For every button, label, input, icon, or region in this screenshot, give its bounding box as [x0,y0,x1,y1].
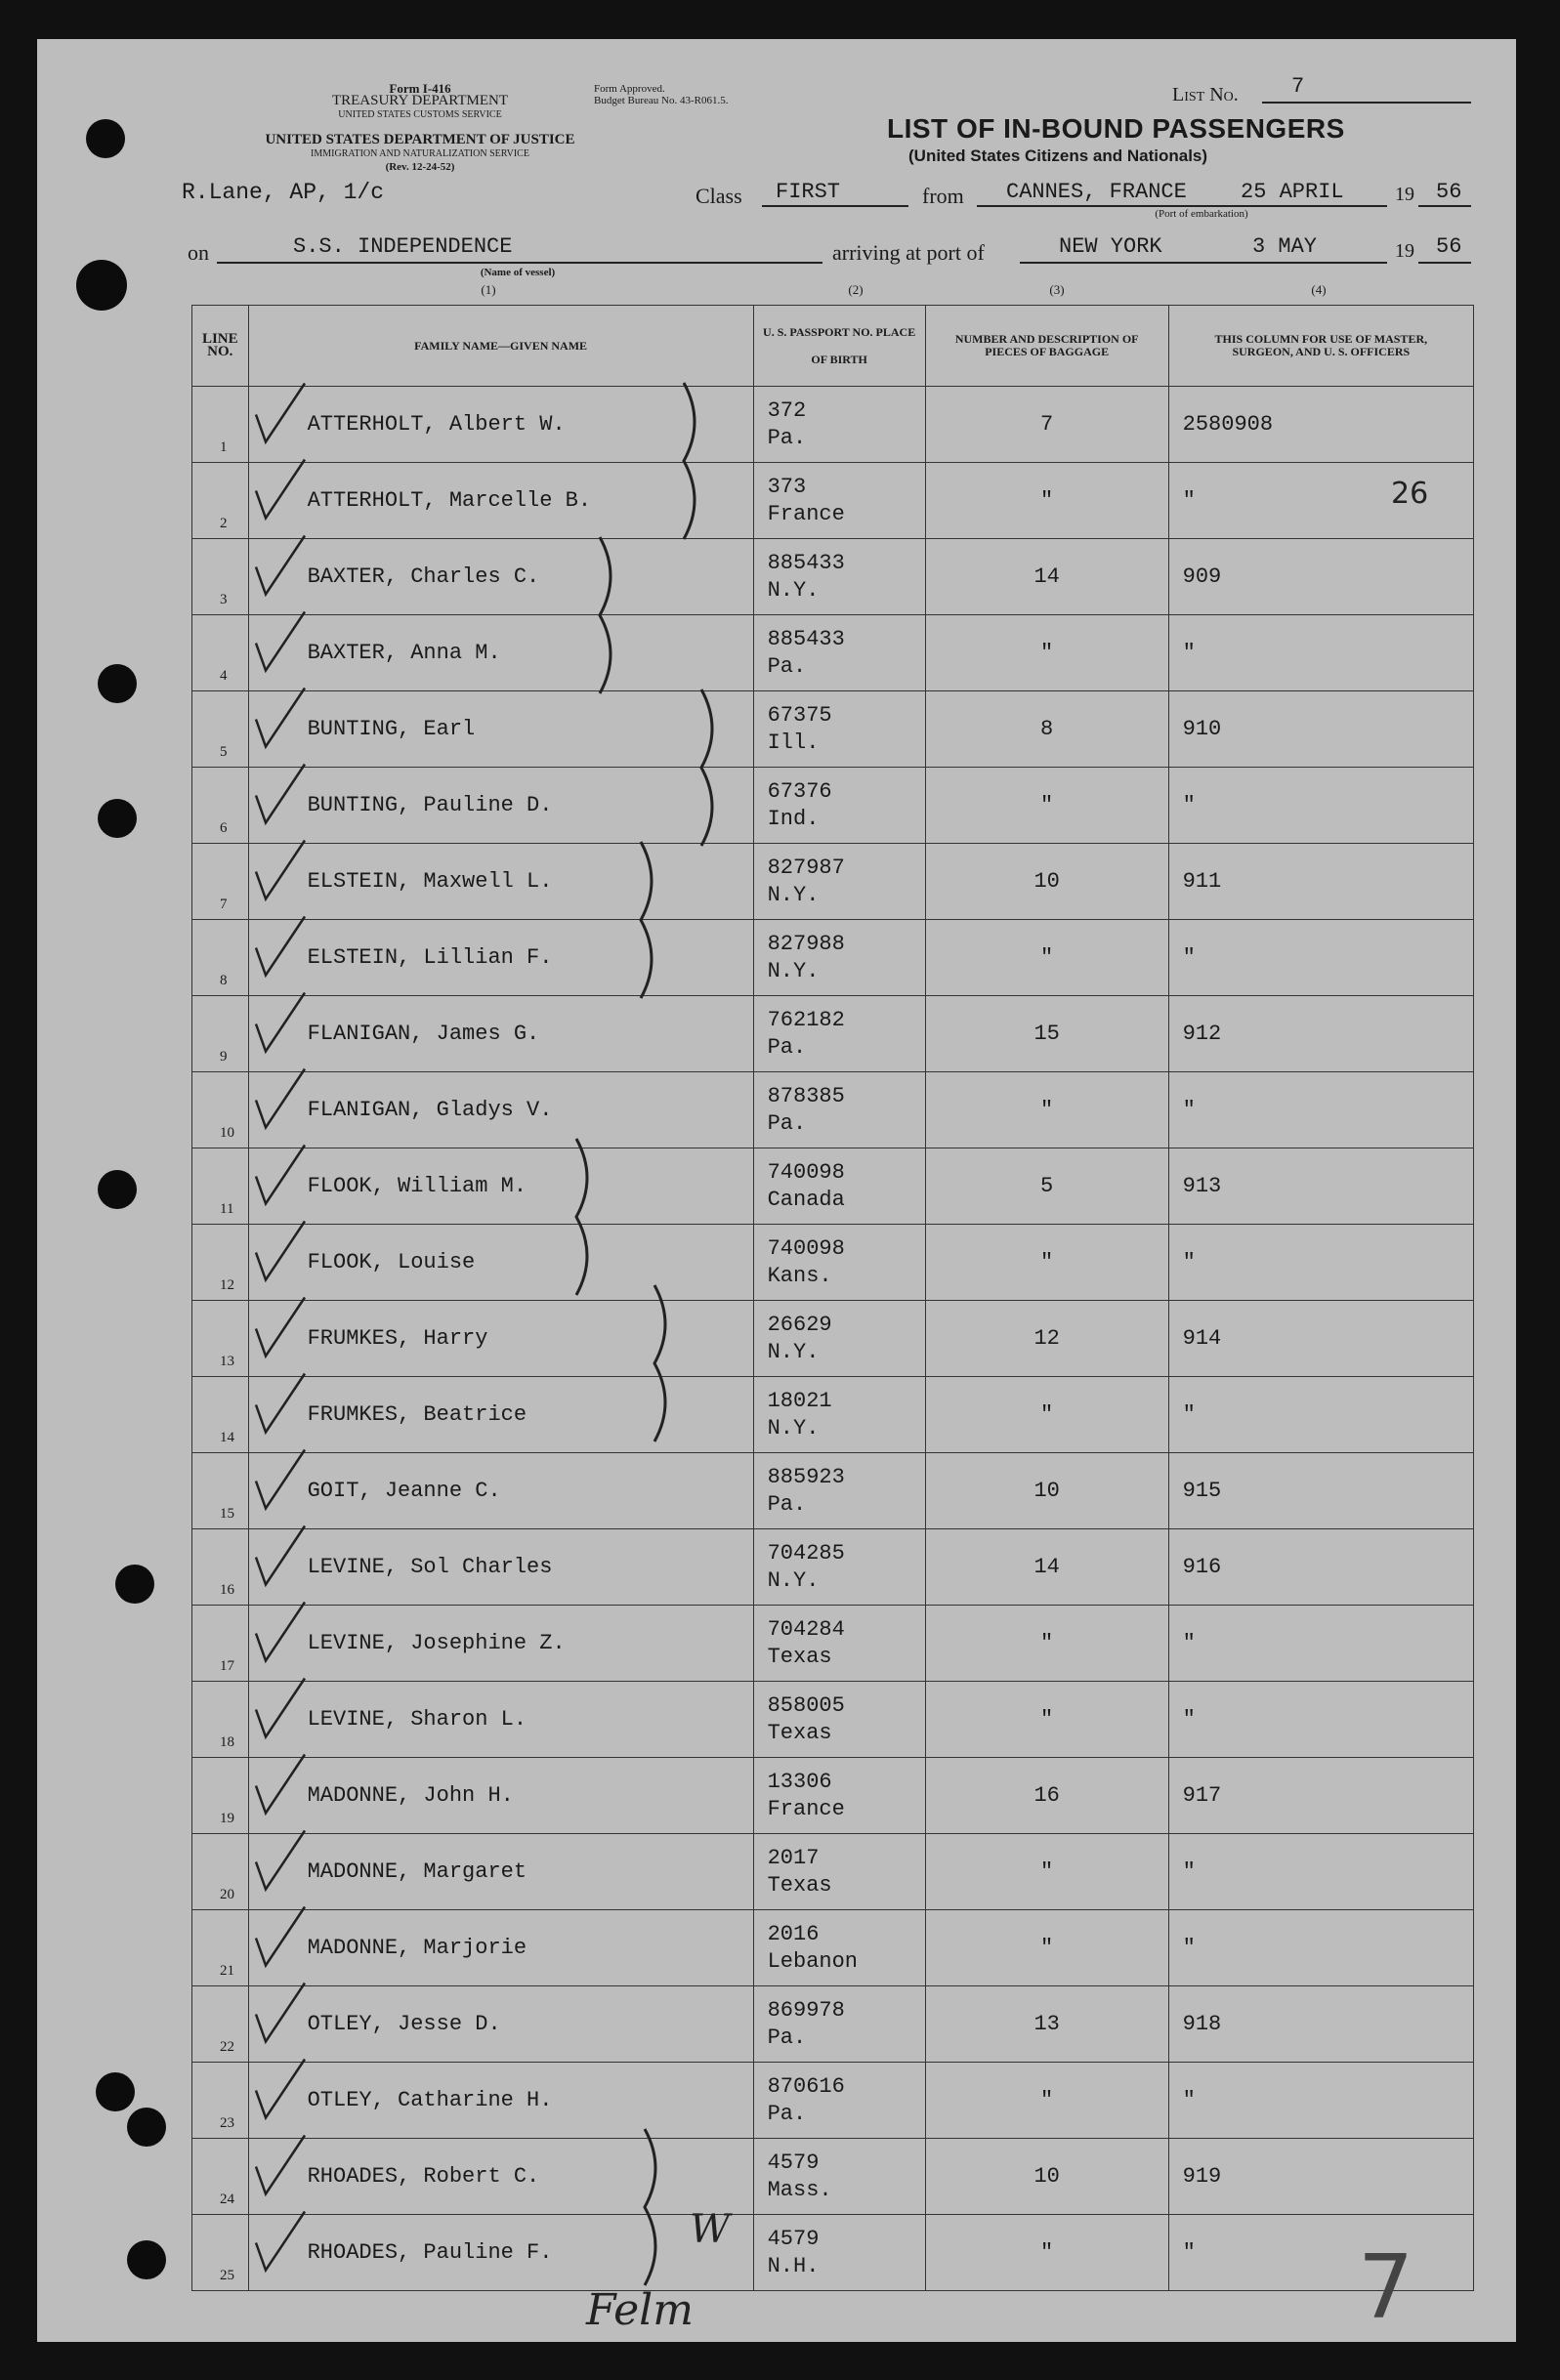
line-number: 22 [192,1986,249,2063]
line-number: 16 [192,1529,249,1606]
check-mark [256,1374,305,1433]
col-num-1: (1) [481,282,496,297]
place-of-birth: France [767,1796,845,1821]
passenger-name: FRUMKES, Beatrice [248,1377,753,1453]
arrival-date: 3 MAY [1252,234,1318,259]
baggage-count: " [925,920,1168,996]
vessel-caption: (Name of vessel) [480,267,556,278]
passport-number: 2017 [767,1845,820,1870]
baggage-count: 16 [925,1758,1168,1834]
baggage-count: " [925,1834,1168,1910]
check-mark [256,841,305,899]
officer-number: 917 [1168,1758,1473,1834]
officer-number: " [1168,768,1473,844]
check-mark [256,1450,305,1509]
line-number: 14 [192,1377,249,1453]
bracket-mark [684,383,695,539]
passport-number: 26629 [767,1312,832,1337]
passenger-name: GOIT, Jeanne C. [248,1453,753,1529]
officer-number: " [1168,1834,1473,1910]
passport-number: 878385 [767,1083,845,1108]
place-of-birth: N.Y. [767,958,820,983]
officer-number: " [1168,920,1473,996]
line-number: 25 [192,2215,249,2291]
check-mark [256,993,305,1052]
passenger-name: FLOOK, Louise [248,1225,753,1301]
line-number: 3 [192,539,249,615]
check-mark [256,917,305,976]
place-of-birth: Texas [767,1720,832,1745]
passenger-name: RHOADES, Pauline F. [248,2215,753,2291]
place-of-birth: Pa. [767,425,807,450]
passenger-name: MADONNE, Marjorie [248,1910,753,1986]
list-no-label: List No. [1172,84,1239,105]
handwritten-signature: Felm [586,2285,694,2335]
margin-number: 26 [1391,477,1429,511]
passenger-name: LEVINE, Josephine Z. [248,1606,753,1682]
baggage-count: 5 [925,1148,1168,1225]
line-number: 9 [192,996,249,1072]
baggage-count: " [925,1377,1168,1453]
line-number: 17 [192,1606,249,1682]
baggage-count: 10 [925,2139,1168,2215]
customs-service: UNITED STATES CUSTOMS SERVICE [338,109,502,120]
officer-number: " [1168,2063,1473,2139]
passenger-name: BAXTER, Anna M. [248,615,753,691]
check-mark [256,1298,305,1357]
passport-number: 704284 [767,1616,845,1642]
check-mark [256,2060,305,2118]
place-of-birth: N.Y. [767,1415,820,1441]
baggage-count: 14 [925,1529,1168,1606]
passenger-name: BAXTER, Charles C. [248,539,753,615]
passport-number: 18021 [767,1388,832,1413]
col-header-name: FAMILY NAME—GIVEN NAME [248,306,753,387]
budget-bureau: Budget Bureau No. 43-R061.5. [594,95,729,106]
passport-number: 869978 [767,1997,845,2023]
passenger-name: LEVINE, Sol Charles [248,1529,753,1606]
place-of-birth: Pa. [767,1491,807,1517]
line-number: 4 [192,615,249,691]
place-of-birth: Ill. [767,730,820,755]
check-mark [256,460,305,519]
check-mark [256,1603,305,1661]
line-number: 6 [192,768,249,844]
check-mark [256,1679,305,1737]
officer-number: 909 [1168,539,1473,615]
baggage-count: " [925,1606,1168,1682]
place-of-birth: France [767,501,845,526]
passport-number: 67375 [767,702,832,728]
officer-number: 914 [1168,1301,1473,1377]
passenger-name: OTLEY, Catharine H. [248,2063,753,2139]
baggage-count: 15 [925,996,1168,1072]
col-header-line-no: LINE NO. [192,306,249,387]
place-of-birth: Kans. [767,1263,832,1288]
form-number: Form I-416 [389,81,451,96]
passport-number: 885923 [767,1464,845,1489]
check-mark [256,2212,305,2271]
passport-number: 858005 [767,1692,845,1718]
col-num-3: (3) [1049,282,1065,297]
bracket-mark [654,1285,665,1441]
passport-number: 885433 [767,626,845,651]
officer-number: 918 [1168,1986,1473,2063]
place-of-birth: Ind. [767,806,820,831]
check-mark [256,1755,305,1814]
check-mark [256,1069,305,1128]
col-num-2: (2) [848,282,864,297]
document-title: LIST OF IN-BOUND PASSENGERS [887,113,1345,144]
line-number: 10 [192,1072,249,1148]
bracket-mark [645,2129,655,2285]
passport-number: 704285 [767,1540,845,1566]
line-number: 23 [192,2063,249,2139]
passenger-name: MADONNE, John H. [248,1758,753,1834]
passport-number: 67376 [767,778,832,804]
check-mark [256,1983,305,2042]
check-mark [256,1526,305,1585]
passenger-name: BUNTING, Pauline D. [248,768,753,844]
place-of-birth: Canada [767,1187,845,1212]
baggage-count: " [925,2215,1168,2291]
officer-number: " [1168,615,1473,691]
line-number: 21 [192,1910,249,1986]
bracket-mark [641,842,652,998]
passport-number: 885433 [767,550,845,575]
line-number: 18 [192,1682,249,1758]
baggage-count: " [925,1225,1168,1301]
passport-number: 740098 [767,1159,845,1185]
bracket-mark [701,689,712,846]
revision-date: (Rev. 12-24-52) [385,161,455,173]
place-of-birth: Pa. [767,653,807,679]
baggage-count: 8 [925,691,1168,768]
place-of-birth: Mass. [767,2177,832,2202]
line-number: 11 [192,1148,249,1225]
baggage-count: 10 [925,1453,1168,1529]
baggage-count: " [925,615,1168,691]
justice-dept: UNITED STATES DEPARTMENT OF JUSTICE [265,132,575,147]
officer-initials: R.Lane, AP, 1/c [182,180,385,205]
embark-year: 56 [1436,180,1462,204]
class-value: FIRST [776,180,841,204]
passenger-name: BUNTING, Earl [248,691,753,768]
embark-date: 25 APRIL [1241,180,1344,204]
passenger-name: ATTERHOLT, Marcelle B. [248,463,753,539]
vessel-name: S.S. INDEPENDENCE [293,234,513,259]
check-mark [256,765,305,823]
line-number: 15 [192,1453,249,1529]
line-number: 7 [192,844,249,920]
line-number: 8 [192,920,249,996]
passport-number: 740098 [767,1235,845,1261]
check-mark [256,689,305,747]
baggage-count: " [925,768,1168,844]
line-number: 13 [192,1301,249,1377]
passenger-name: ATTERHOLT, Albert W. [248,387,753,463]
place-of-birth: Pa. [767,2101,807,2126]
officer-number: " [1168,1682,1473,1758]
line-number: 19 [192,1758,249,1834]
place-of-birth: Texas [767,1872,832,1898]
check-mark [256,2136,305,2194]
passenger-name: MADONNE, Margaret [248,1834,753,1910]
place-of-birth: N.Y. [767,577,820,603]
officer-number: 911 [1168,844,1473,920]
place-of-birth: N.Y. [767,1567,820,1593]
line-number: 12 [192,1225,249,1301]
passenger-name: RHOADES, Robert C. [248,2139,753,2215]
passenger-name: LEVINE, Sharon L. [248,1682,753,1758]
place-of-birth: N.H. [767,2253,820,2278]
officer-number: " [1168,1910,1473,1986]
class-label: Class [696,184,742,208]
passport-number: 870616 [767,2073,845,2099]
passport-number: 4579 [767,2226,820,2251]
passport-number: 13306 [767,1769,832,1794]
passport-number: 4579 [767,2150,820,2175]
officer-number: 913 [1168,1148,1473,1225]
line-number: 24 [192,2139,249,2215]
from-label: from [922,184,964,208]
place-of-birth: N.Y. [767,882,820,907]
passenger-name: OTLEY, Jesse D. [248,1986,753,2063]
place-of-birth: Pa. [767,1034,807,1060]
place-of-birth: Lebanon [767,1948,859,1974]
officer-number: " [1168,1377,1473,1453]
officer-number: " [1168,2215,1473,2291]
officer-number: 910 [1168,691,1473,768]
baggage-count: " [925,1910,1168,1986]
baggage-count: " [925,463,1168,539]
line-number: 2 [192,463,249,539]
baggage-count: 12 [925,1301,1168,1377]
col-num-4: (4) [1311,282,1327,297]
passenger-name: ELSTEIN, Lillian F. [248,920,753,996]
line-number: 20 [192,1834,249,1910]
check-mark [256,536,305,595]
on-label: on [188,240,209,265]
officer-number: " [1168,463,1473,539]
baggage-count: 13 [925,1986,1168,2063]
immigration-service: IMMIGRATION AND NATURALIZATION SERVICE [311,148,529,159]
line-number: 1 [192,387,249,463]
passport-number: 827988 [767,931,845,956]
line-number: 5 [192,691,249,768]
arrival-year-prefix: 19 [1395,240,1414,262]
col-header-baggage: NUMBER AND DESCRIPTION OF PIECES OF BAGGAGE [925,306,1168,387]
passenger-name: FLANIGAN, James G. [248,996,753,1072]
passport-number: 372 [767,397,807,423]
baggage-count: " [925,1072,1168,1148]
officer-number: " [1168,1072,1473,1148]
baggage-count: 14 [925,539,1168,615]
place-of-birth: Texas [767,1644,832,1669]
handwritten-initial: W [690,2207,731,2252]
place-of-birth: N.Y. [767,1339,820,1364]
baggage-count: " [925,2063,1168,2139]
baggage-count: " [925,1682,1168,1758]
passenger-name: ELSTEIN, Maxwell L. [248,844,753,920]
check-mark [256,1146,305,1204]
arrival-port: NEW YORK [1059,234,1162,259]
passenger-name: FLANIGAN, Gladys V. [248,1072,753,1148]
passport-number: 2016 [767,1921,820,1946]
treasury-dept: TREASURY DEPARTMENT [331,93,509,108]
officer-number: 919 [1168,2139,1473,2215]
officer-number: " [1168,1606,1473,1682]
check-mark [256,1222,305,1280]
check-mark [256,612,305,671]
passenger-name: FRUMKES, Harry [248,1301,753,1377]
officer-number: 916 [1168,1529,1473,1606]
baggage-count: 7 [925,387,1168,463]
place-of-birth: Pa. [767,2025,807,2050]
check-mark [256,1907,305,1966]
col-header-officers: THIS COLUMN FOR USE OF MASTER, SURGEON, AND U. S. OFFICERS [1168,306,1473,387]
embark-year-prefix: 19 [1395,184,1414,205]
place-of-birth: Pa. [767,1110,807,1136]
officer-number: 915 [1168,1453,1473,1529]
officer-number: 912 [1168,996,1473,1072]
form-approved: Form Approved. [594,83,665,95]
passport-number: 827987 [767,855,845,880]
passport-number: 373 [767,474,807,499]
handwritten-mark: 7 [1358,2236,1414,2339]
port-caption: (Port of embarkation) [1155,208,1248,220]
check-mark [256,1831,305,1890]
document-subtitle: (United States Citizens and Nationals) [908,146,1208,165]
arrival-year: 56 [1436,234,1462,259]
bracket-mark [576,1139,587,1295]
col-header-passport: U. S. PASSPORT NO. PLACE OF BIRTH [753,306,925,387]
baggage-count: 10 [925,844,1168,920]
officer-number: 2580908 [1168,387,1473,463]
arriving-label: arriving at port of [832,240,985,265]
bracket-mark [600,537,611,693]
passenger-name: FLOOK, William M. [248,1148,753,1225]
list-no-value: 7 [1291,74,1305,99]
officer-number: " [1168,1225,1473,1301]
check-mark [256,384,305,442]
embark-port: CANNES, FRANCE [1006,180,1187,204]
passport-number: 762182 [767,1007,845,1032]
